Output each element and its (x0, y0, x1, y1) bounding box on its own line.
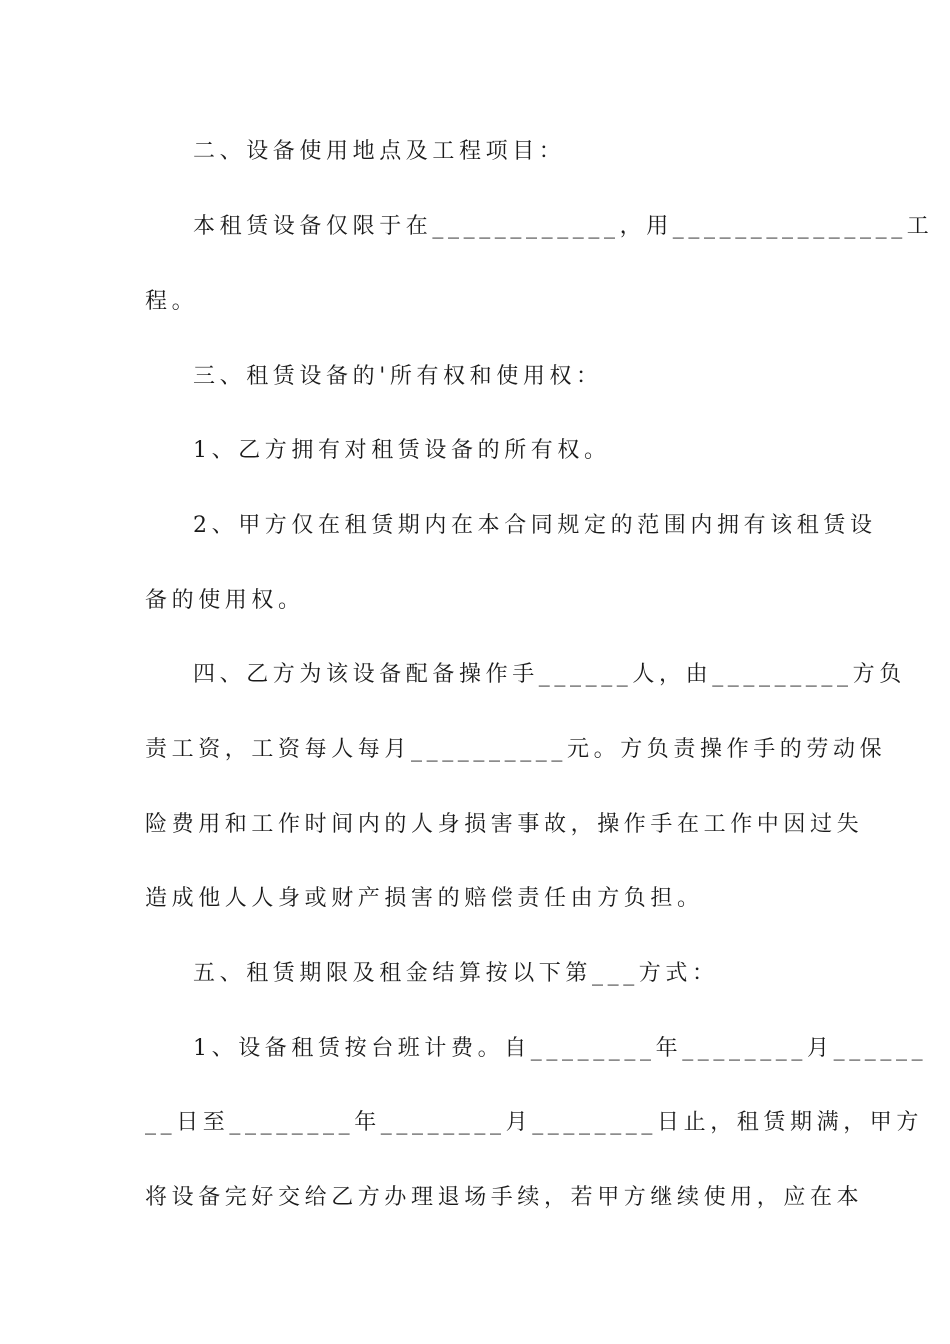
section-3-item-1: 1、乙方拥有对租赁设备的所有权。 (193, 438, 611, 463)
section-3-heading: 三、租赁设备的'所有权和使用权： (193, 364, 603, 389)
section-4-line-4: 造成他人人身或财产损害的赔偿责任由方负担。 (145, 886, 704, 911)
section-2-heading: 二、设备使用地点及工程项目： (193, 139, 566, 164)
section-5-item-1-line-1: 1、设备租赁按台班计费。自________年________月______ (193, 1036, 928, 1061)
section-5-item-1-line-3: 将设备完好交给乙方办理退场手续，若甲方继续使用，应在本 (145, 1185, 864, 1210)
section-4-line-3: 险费用和工作时间内的人身损害事故，操作手在工作中因过失 (145, 812, 864, 837)
section-4-line-2: 责工资，工资每人每月__________元。方负责操作手的劳动保 (145, 737, 887, 762)
section-3-item-2-line-1: 2、甲方仅在租赁期内在本合同规定的范围内拥有该租赁设 (193, 513, 877, 538)
section-4-line-1: 四、乙方为该设备配备操作手______人，由_________方负 (193, 662, 906, 687)
section-2-text-line-1: 本租赁设备仅限于在____________，用_______________工 (193, 214, 934, 239)
section-2-text-line-2: 程。 (145, 289, 199, 314)
section-3-item-2-line-2: 备的使用权。 (145, 588, 305, 613)
section-5-heading: 五、租赁期限及租金结算按以下第___方式： (193, 961, 719, 986)
section-5-item-1-line-2: __日至________年________月________日止，租赁期满，甲方 (145, 1110, 924, 1135)
